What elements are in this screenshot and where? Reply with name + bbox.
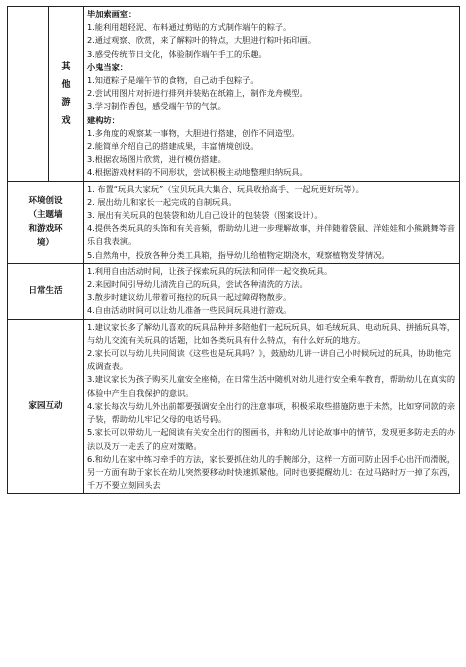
daily-content-cell [84, 263, 460, 319]
list-item: 2.来园时间引导幼儿清洗自己的玩具，尝试各种清洗的方法。 [87, 279, 308, 290]
daily-content [84, 264, 459, 319]
daily-label: 日常生活 [28, 286, 63, 297]
list-item: 1.多角度的观察某一事物，大胆进行搭建，创作不同造型。 [87, 127, 300, 138]
list-item: 3.学习制作香包，感受端午节的气氛。 [87, 101, 226, 112]
list-item: 3.散步时建议幼儿带着可拖拉的玩具一起过障碍物散步。 [87, 292, 292, 303]
list-item: 3.根据农场图片欣赏，进行模仿搭建。 [87, 154, 226, 165]
list-item: 3.感受传统节日文化，体验制作端午手工的乐趣。 [87, 48, 267, 59]
environment-label: 环境创设 （主题墙 和游戏环 境） [28, 196, 63, 249]
family-label-cell [8, 319, 84, 494]
list-item: 4.提供各类玩具的头饰和有关音频，帮助幼儿进一步理解故事，并伴随着袋鼠、洋娃娃和小熊跳舞等音乐自我表演。 [87, 223, 456, 247]
list-item: 5.自然角中，投放各种分类工具箱，指导幼儿给植物定期浇水，观察植物发芽情况。 [87, 249, 390, 260]
activities-blank-cell [8, 7, 49, 182]
environment-content [84, 182, 459, 263]
list-item: 3. 展出有关玩具的包装袋和幼儿自己设计的包装袋（图案设计）。 [87, 210, 323, 221]
plan-table [7, 6, 460, 494]
activities-label: 其 他 游 戏 [61, 61, 71, 126]
section-heading: 小鬼当家： [87, 61, 128, 72]
section-heading: 毕加索画室： [87, 9, 137, 19]
list-item: 4.根据游戏材料的不同形状，尝试积极主动地整理归纳玩具。 [87, 167, 308, 178]
list-item: 1.利用自由活动时间，让孩子探索玩具的玩法和同伴一起交换玩具。 [87, 265, 333, 276]
activities-label-cell [49, 7, 84, 182]
activities-row [8, 7, 460, 182]
environment-content-cell [84, 181, 460, 263]
daily-label-cell [8, 263, 84, 319]
list-item: 2.家长可以与幼儿共同阅读《这些也是玩具吗？》，鼓励幼儿讲一讲自己小时候玩过的玩具，协助他完成调查表。 [87, 348, 451, 372]
list-item: 3.建议家长为孩子购买儿童安全座椅，在日常生活中随机对幼儿进行安全乘车教育，帮助幼儿在真实的体验中产生自我保护的意识。 [87, 374, 456, 398]
list-item: 6.和幼儿在家中练习牵手的方法，家长要抓住幼儿的手腕部分，这样一方面可防止因手心出汗而滑脱，另一方面有助于家长在幼儿突然要移动时快速抓紧他。同时也要提醒幼儿：在过马路时万一掉了东西，千万不要立刻回头去 [87, 453, 456, 491]
activities-content-cell [84, 7, 460, 182]
environment-label-cell [8, 181, 84, 263]
list-item: 4.家长每次与幼儿外出前都要强调安全出行的注意事项，积极采取些措施防患于未然，比如穿同款的亲子装，帮助幼儿牢记父母的电话号码。 [87, 400, 456, 425]
list-item: 1.知道粽子是端午节的食物，自己动手包粽子。 [87, 75, 259, 86]
list-item: 2.尝试用图片对折进行排列并装贴在纸箱上，制作龙舟模型。 [87, 88, 308, 99]
list-item: 1.能利用超轻泥、布料通过剪贴的方式制作端午的粽子。 [87, 22, 292, 33]
list-item: 4.自由活动时间可以让幼儿准备一些民间玩具进行游戏。 [87, 305, 292, 316]
list-item: 2.能简单介绍自己的搭建成果，丰富情境创设。 [87, 141, 259, 152]
environment-row [8, 181, 460, 263]
family-content [84, 320, 459, 494]
family-content-cell [84, 319, 460, 494]
list-item: 2. 展出幼儿和家长一起完成的自制玩具。 [87, 196, 237, 207]
daily-row [8, 263, 460, 319]
family-row [8, 319, 460, 494]
family-label: 家园互动 [28, 401, 63, 412]
section-heading: 建构坊： [87, 114, 120, 125]
list-item: 2.通过观察、欣赏，来了解粽叶的特点，大胆进行粽叶拓印画。 [87, 35, 316, 46]
activities-content [84, 7, 459, 181]
list-item: 1. 布置“玩具大家玩”（宝贝玩具大集合、玩具收拾高手、一起玩更好玩等）。 [87, 183, 364, 194]
list-item: 1.建议家长多了解幼儿喜欢的玩具品种并多陪他们一起玩玩具，如毛绒玩具、电动玩具、拼插玩具等，与幼儿交流有关玩具的话题，比如各类玩具有什么特点，有什么好玩的地方。 [87, 321, 456, 345]
list-item: 5.家长可以带幼儿一起阅读有关安全出行的图画书，并和幼儿讨论故事中的情节，发现更多防走丢的办法以及万一走丢了的应对策略。 [87, 427, 456, 451]
